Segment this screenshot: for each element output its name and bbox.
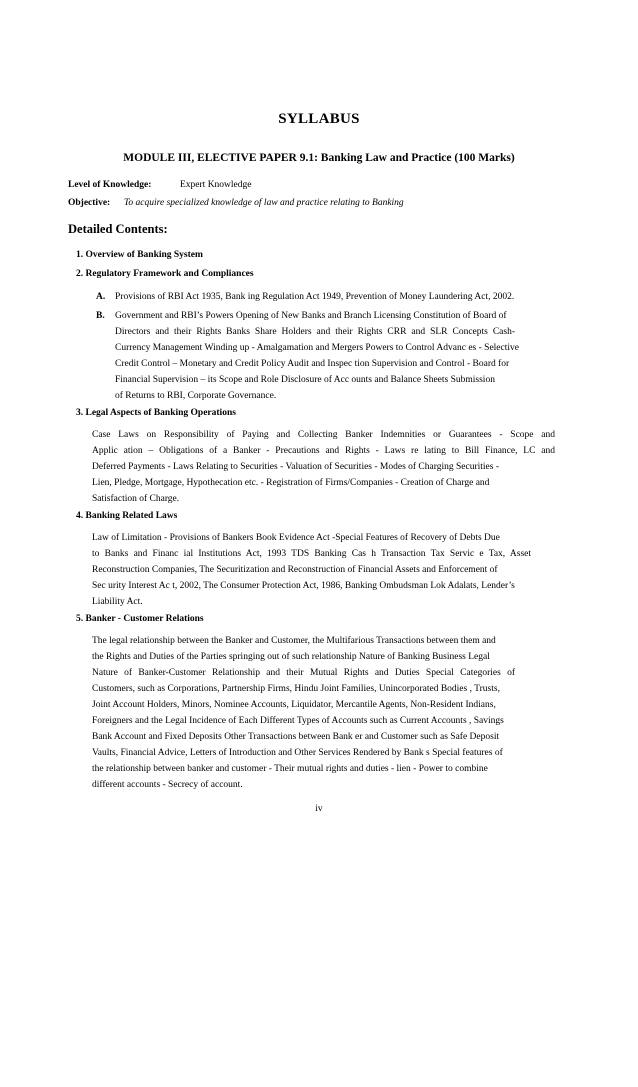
level-label: Level of Knowledge: — [68, 180, 152, 190]
section-3-heading: 3. Legal Aspects of Banking Operations — [76, 408, 236, 418]
section-5-line: Customers, such as Corporations, Partnership Firms, Hindu Joint Families, Unincorporated Bodies , Trusts, — [92, 684, 500, 694]
item-b-line: Currency Management Winding up - Amalgamation and Mergers Powers to Control Advanc es - Selective — [115, 343, 519, 353]
objective-value: To acquire specialized knowledge of law and practice relating to Banking — [124, 198, 404, 208]
section-4-line: Liability Act. — [92, 597, 143, 607]
page-title: SYLLABUS — [278, 111, 360, 127]
section-5-line: Nature of Banker-Customer Relationship and their Mutual Rights and Duties Special Categories of — [92, 668, 515, 678]
item-b-line: Government and RBI’s Powers Opening of New Banks and Branch Licensing Constitution of Board of — [115, 311, 507, 321]
module-heading: MODULE III, ELECTIVE PAPER 9.1: Banking Law and Practice (100 Marks) — [123, 152, 515, 164]
objective-label: Objective: — [68, 198, 111, 208]
item-b-line: Credit Control – Monetary and Credit Policy Audit and Inspec tion Supervision and Control - Board for — [115, 359, 510, 369]
section-5-line: the Rights and Duties of the Parties springing out of such relationship Nature of Banking Business Legal — [92, 652, 490, 662]
section-5-line: Vaults, Financial Advice, Letters of Introduction and Other Services Rendered by Bank s Special features of — [92, 748, 503, 758]
objective — [68, 198, 404, 208]
section-3-line: Lien, Pledge, Mortgage, Hypothecation etc. - Registration of Firms/Companies - Creation of Charge and — [92, 478, 490, 488]
item-a-letter: A. — [96, 292, 106, 302]
section-3-line: Case Laws on Responsibility of Paying and Collecting Banker Indemnities or Guarantees - Scope and — [92, 430, 555, 440]
section-4-line: to Banks and Financ ial Institutions Act, 1993 TDS Banking Cas h Transaction Tax Servic e Tax, Asset — [92, 549, 531, 559]
section-5-line: Bank Account and Fixed Deposits Other Transactions between Bank er and Customer such as Safe Deposit — [92, 732, 500, 742]
level-value: Expert Knowledge — [180, 180, 252, 190]
section-3-line: Applic ation – Obligations of a Banker - Precautions and Rights - Laws re lating to Bill Finance, LC and — [92, 446, 555, 456]
item-b-letter: B. — [96, 311, 105, 321]
section-5-heading: 5. Banker - Customer Relations — [76, 614, 204, 624]
section-4-line: Sec urity Interest Ac t, 2002, The Consumer Protection Act, 1986, Banking Ombudsman Lok Adalats, Lender’s — [92, 581, 515, 591]
section-3-line: Satisfaction of Charge. — [92, 494, 180, 504]
section-3-line: Deferred Payments - Laws Relating to Securities - Valuation of Securities - Modes of Charging Securities - — [92, 462, 499, 472]
section-5-line: different accounts - Secrecy of account. — [92, 780, 243, 790]
page-number: iv — [315, 804, 323, 814]
section-1-heading: 1. Overview of Banking System — [76, 250, 203, 260]
section-5-line: The legal relationship between the Banker and Customer, the Multifarious Transactions between them and — [92, 636, 496, 646]
item-b-line: Financial Supervision – its Scope and Role Disclosure of Acc ounts and Balance Sheets Submission — [115, 375, 495, 385]
section-4-line: Law of Limitation - Provisions of Bankers Book Evidence Act -Special Features of Recovery of Debts Due — [92, 533, 500, 543]
section-5-line: the relationship between banker and customer - Their mutual rights and duties - lien - Power to combine — [92, 764, 488, 774]
section-2-heading: 2. Regulatory Framework and Compliances — [76, 269, 254, 279]
detailed-contents-heading: Detailed Contents: — [68, 222, 168, 236]
item-b-line: Directors and their Rights Banks Share Holders and their Rights CRR and SLR Concepts Cash- — [115, 327, 515, 337]
section-5-line: Joint Account Holders, Minors, Nominee Accounts, Liquidator, Mercantile Agents, Non-Resident Indians, — [92, 700, 496, 710]
item-a-line: Provisions of RBI Act 1935, Bank ing Regulation Act 1949, Prevention of Money Laundering Act, 2002. — [115, 292, 515, 302]
item-b-line: of Returns to RBI, Corporate Governance. — [115, 391, 277, 401]
section-4-line: Reconstruction Companies, The Securitization and Reconstruction of Financial Assets and Enforcement of — [92, 565, 498, 575]
level-of-knowledge — [68, 180, 252, 190]
section-5-line: Foreigners and the Legal Incidence of Each Different Types of Accounts such as Current Accounts , Savings — [92, 716, 504, 726]
section-4-heading: 4. Banking Related Laws — [76, 511, 178, 521]
